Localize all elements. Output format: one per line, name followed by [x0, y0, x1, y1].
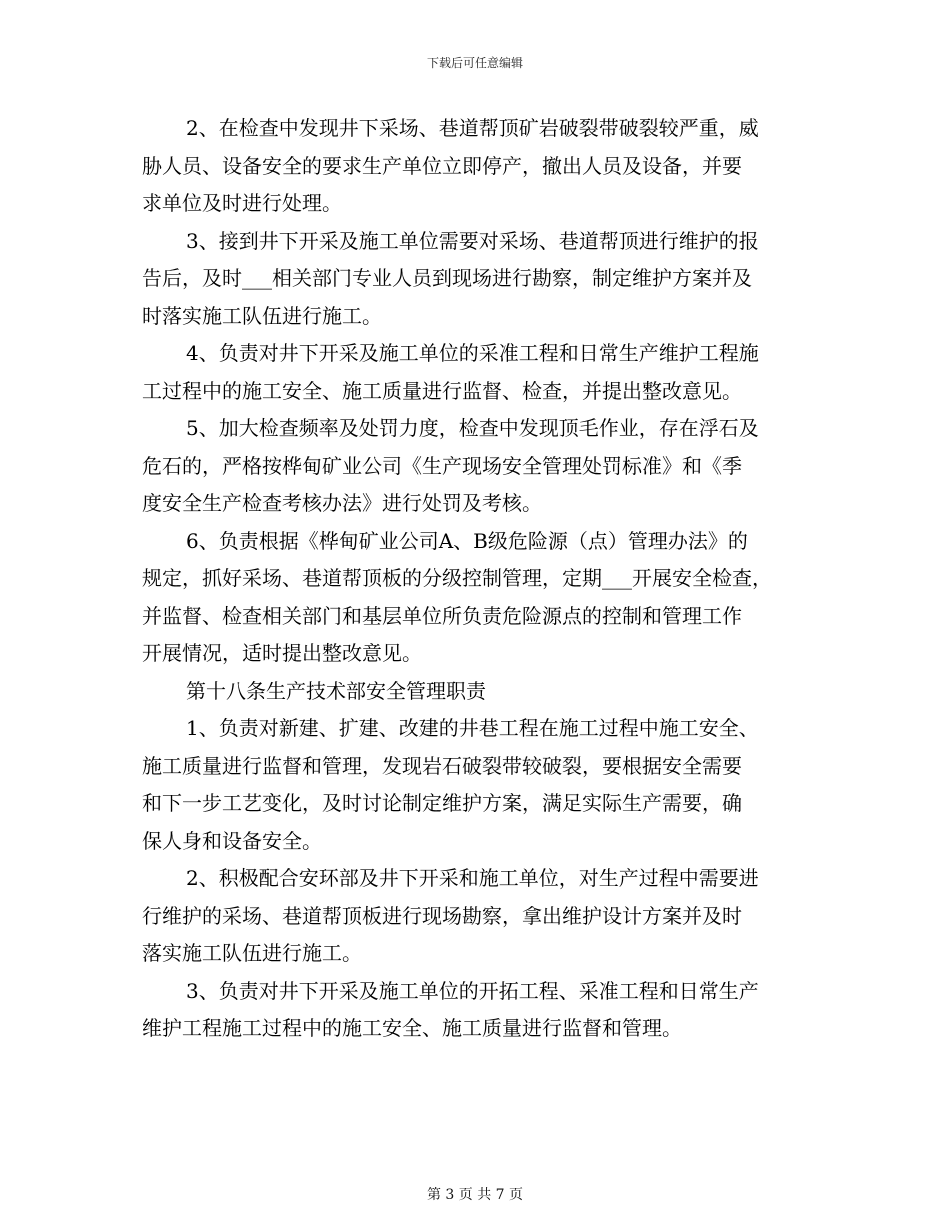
text-line: 1、负责对新建、扩建、改建的井巷工程在施工过程中施工安全、 — [186, 716, 759, 740]
page-header: 下载后可任意编辑 — [426, 56, 523, 70]
text-line: 开展情况，适时提出整改意见。 — [142, 641, 422, 665]
text-line: 3、接到井下开采及施工单位需要对采场、巷道帮顶进行维护的报 — [186, 228, 759, 253]
text-line: 5、加大检查频率及处罚力度，检查中发现顶毛作业，存在浮石及 — [186, 416, 759, 440]
text-line: 维护工程施工过程中的施工安全、施工质量进行监督和管理。 — [142, 1016, 682, 1040]
text-line: 4、负责对井下开采及施工单位的采准工程和日常生产维护工程施 — [186, 341, 759, 365]
text-line: 工过程中的施工安全、施工质量进行监督、检查，并提出整改意见。 — [142, 378, 742, 403]
text-line: 规定，抓好采场、巷道帮顶板的分级控制管理，定期___开展安全检查， — [142, 566, 772, 590]
text-line: 和下一步工艺变化，及时讨论制定维护方案，满足实际生产需要，确 — [142, 791, 742, 815]
text-line: 告后，及时___相关部门专业人员到现场进行勘察，制定维护方案并及 — [142, 266, 752, 290]
section-heading: 第十八条生产技术部安全管理职责 — [186, 678, 486, 703]
text-line: 度安全生产检查考核办法》进行处罚及考核。 — [142, 491, 542, 515]
text-line: 3、负责对井下开采及施工单位的开拓工程、采准工程和日常生产 — [186, 978, 759, 1003]
text-line: 并监督、检查相关部门和基层单位所负责危险源点的控制和管理工作 — [142, 603, 742, 628]
text-line: 求单位及时进行处理。 — [142, 191, 342, 215]
text-line: 保人身和设备安全。 — [142, 828, 322, 853]
page-footer: 第 3 页 共 7 页 — [426, 1187, 524, 1203]
text-line: 时落实施工队伍进行施工。 — [142, 303, 382, 328]
text-line: 施工质量进行监督和管理，发现岩石破裂带较破裂，要根据安全需要 — [142, 753, 742, 778]
text-line: 2、在检查中发现井下采场、巷道帮顶矿岩破裂带破裂较严重，威 — [186, 116, 759, 140]
text-line: 落实施工队伍进行施工。 — [142, 941, 362, 965]
text-line: 危石的，严格按桦甸矿业公司《生产现场安全管理处罚标准》和《季 — [142, 453, 742, 478]
text-line: 6、负责根据《桦甸矿业公司A、B级危险源（点）管理办法》的 — [186, 528, 748, 553]
text-line: 2、积极配合安环部及井下开采和施工单位，对生产过程中需要进 — [186, 866, 759, 890]
text-line: 胁人员、设备安全的要求生产单位立即停产，撤出人员及设备，并要 — [142, 153, 742, 178]
document-body — [142, 110, 810, 1048]
text-line: 行维护的采场、巷道帮顶板进行现场勘察，拿出维护设计方案并及时 — [142, 903, 742, 928]
